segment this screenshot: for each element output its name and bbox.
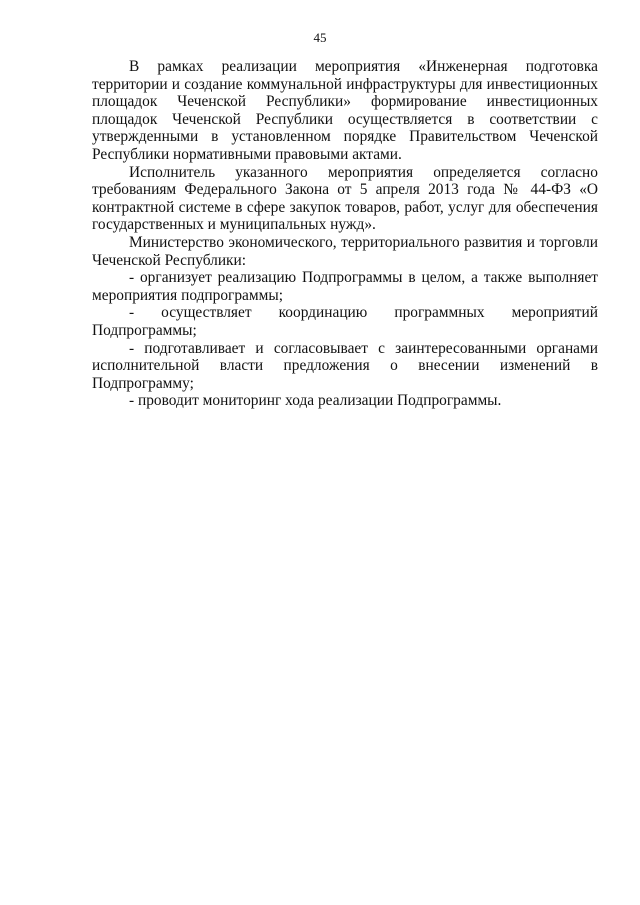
- paragraph-contractor: Исполнитель указанного мероприятия определяется согласно требованиям Федерального Закона от 5 апреля 2013 года № 44-ФЗ «О контрактной системе в сфере закупок товаров, работ, услуг для обеспечения государственных и муниципальных нужд».: [92, 163, 598, 234]
- page-number: 45: [313, 30, 327, 45]
- list-item-prepares-proposals: - подготавливает и согласовывает с заинтересованными органами исполнительной власти предложения о внесении изменений в Подпрограмму;: [92, 339, 598, 392]
- list-item-monitoring: - проводит мониторинг хода реализации Подпрограммы.: [129, 392, 502, 410]
- paragraph-ministry: Министерство экономического, территориального развития и торговли Чеченской Республики:: [92, 233, 598, 269]
- list-item-coordinates: - осуществляет координацию программных мероприятий Подпрограммы;: [92, 304, 598, 339]
- document-body: [92, 58, 598, 410]
- paragraph-investment-sites: В рамках реализации мероприятия «Инженерная подготовка территории и создание коммунальной инфраструктуры для инвестиционных площадок Чеченской Республики» формирование инвестиционных площадок Чеченской Республики осуществляется в соответствии с утвержденными в установленном порядке Правительством Чеченской Республики нормативными правовыми актами.: [92, 58, 598, 163]
- list-item-organizes: - организует реализацию Подпрограммы в целом, а также выполняет мероприятия подпрограммы;: [92, 269, 598, 304]
